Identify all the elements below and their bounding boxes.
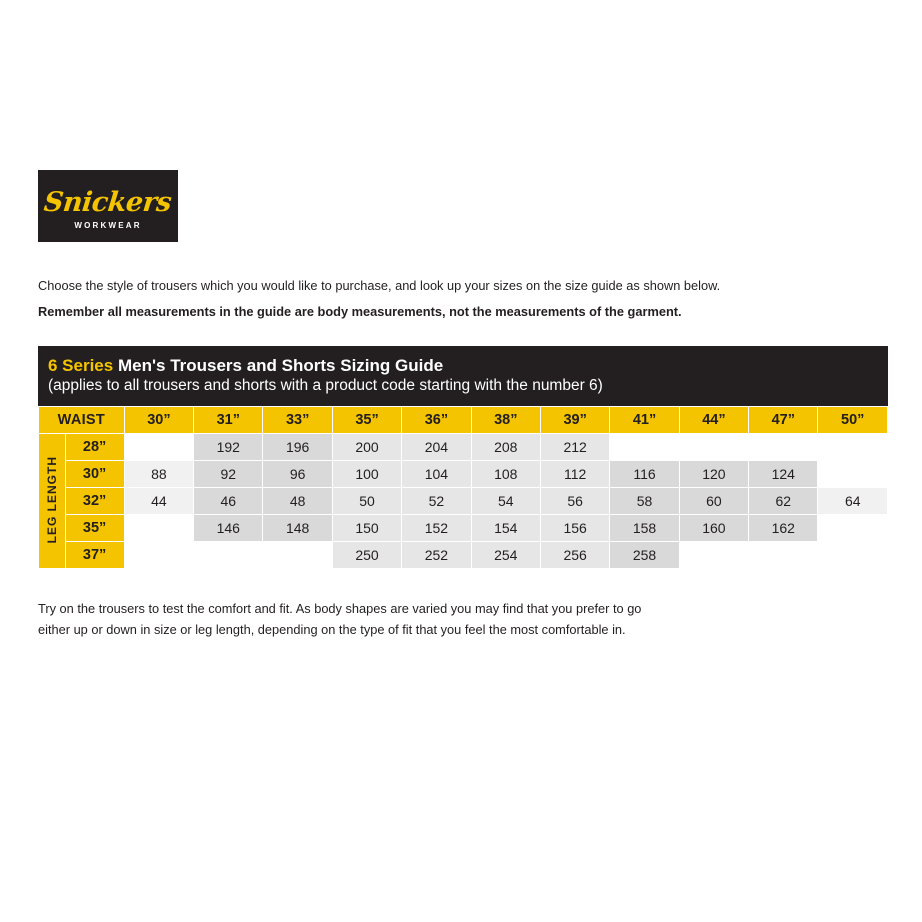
leg-length-legend	[39, 434, 66, 569]
waist-size-10: 50”	[818, 407, 888, 434]
cell-2-9: 62	[749, 488, 818, 515]
cell-4-6: 256	[540, 542, 609, 569]
intro-line-1: Choose the style of trousers which you would like to purchase, and look up your sizes on the size guide as shown below.	[38, 278, 721, 293]
waist-header-label: WAIST	[39, 407, 125, 434]
leg-size-4: 37”	[65, 542, 124, 569]
cell-1-5: 108	[471, 461, 540, 488]
table-row	[39, 542, 888, 569]
cell-1-9: 124	[749, 461, 818, 488]
waist-size-2: 33”	[263, 407, 332, 434]
cell-4-3: 250	[332, 542, 401, 569]
cell-2-7: 58	[610, 488, 679, 515]
cell-4-2	[263, 542, 332, 569]
table-row	[39, 515, 888, 542]
cell-2-6: 56	[540, 488, 609, 515]
footnote-line-1: Try on the trousers to test the comfort and fit. As body shapes are varied you may find that you prefer to go	[38, 601, 642, 617]
sizing-guide-table-block	[38, 346, 888, 569]
cell-3-6: 156	[540, 515, 609, 542]
cell-1-1: 92	[194, 461, 263, 488]
leg-size-3: 35”	[65, 515, 124, 542]
cell-4-10	[818, 542, 888, 569]
cell-1-8: 120	[679, 461, 748, 488]
cell-3-7: 158	[610, 515, 679, 542]
waist-size-0: 30”	[124, 407, 193, 434]
cell-2-8: 60	[679, 488, 748, 515]
cell-4-1	[194, 542, 263, 569]
cell-2-3: 50	[332, 488, 401, 515]
sizing-guide-title-line	[48, 355, 878, 376]
cell-0-10	[818, 434, 888, 461]
leg-size-0: 28”	[65, 434, 124, 461]
cell-2-10: 64	[818, 488, 888, 515]
intro-paragraph	[38, 276, 888, 322]
cell-3-0	[124, 515, 193, 542]
cell-4-4: 252	[402, 542, 471, 569]
cell-2-2: 48	[263, 488, 332, 515]
sizing-table	[38, 406, 888, 569]
cell-4-7: 258	[610, 542, 679, 569]
cell-0-7	[610, 434, 679, 461]
waist-size-3: 35”	[332, 407, 401, 434]
cell-4-9	[749, 542, 818, 569]
leg-size-1: 30”	[65, 461, 124, 488]
series-label: 6 Series	[48, 355, 114, 375]
table-row	[39, 434, 888, 461]
sizing-guide-subtitle: (applies to all trousers and shorts with a product code starting with the number 6)	[48, 376, 603, 394]
cell-3-1: 146	[194, 515, 263, 542]
cell-4-0	[124, 542, 193, 569]
cell-1-10	[818, 461, 888, 488]
cell-0-4: 204	[402, 434, 471, 461]
cell-3-3: 150	[332, 515, 401, 542]
cell-0-2: 196	[263, 434, 332, 461]
cell-4-8	[679, 542, 748, 569]
logo-tagline-text: WORKWEAR	[74, 220, 142, 230]
cell-0-9	[749, 434, 818, 461]
cell-1-4: 104	[402, 461, 471, 488]
waist-size-7: 41”	[610, 407, 679, 434]
intro-line-2: Remember all measurements in the guide are body measurements, not the measurements of the garment.	[38, 303, 682, 319]
footnote-line-2: either up or down in size or leg length, depending on the type of fit that you feel the most comfortable in.	[38, 621, 626, 637]
cell-3-9: 162	[749, 515, 818, 542]
waist-size-8: 44”	[679, 407, 748, 434]
leg-length-legend-text: LEG LENGTH	[44, 455, 59, 544]
footnote-paragraph	[38, 599, 798, 640]
leg-size-2: 32”	[65, 488, 124, 515]
cell-3-8: 160	[679, 515, 748, 542]
waist-size-4: 36”	[402, 407, 471, 434]
cell-3-5: 154	[471, 515, 540, 542]
snickers-logo	[38, 170, 178, 242]
cell-1-0: 88	[124, 461, 193, 488]
cell-1-7: 116	[610, 461, 679, 488]
cell-2-1: 46	[194, 488, 263, 515]
cell-0-1: 192	[194, 434, 263, 461]
cell-0-6: 212	[540, 434, 609, 461]
table-row	[39, 488, 888, 515]
table-header-row	[39, 407, 888, 434]
cell-4-5: 254	[471, 542, 540, 569]
cell-0-8	[679, 434, 748, 461]
cell-0-0	[124, 434, 193, 461]
logo-brand-text: Snickers	[42, 186, 174, 218]
cell-3-2: 148	[263, 515, 332, 542]
cell-2-0: 44	[124, 488, 193, 515]
waist-size-9: 47”	[749, 407, 818, 434]
cell-3-4: 152	[402, 515, 471, 542]
cell-3-10	[818, 515, 888, 542]
document-content	[38, 170, 888, 640]
cell-1-3: 100	[332, 461, 401, 488]
cell-0-5: 208	[471, 434, 540, 461]
sizing-guide-title: Men's Trousers and Shorts Sizing Guide	[117, 355, 444, 375]
cell-0-3: 200	[332, 434, 401, 461]
table-row	[39, 461, 888, 488]
cell-2-5: 54	[471, 488, 540, 515]
waist-size-5: 38”	[471, 407, 540, 434]
sizing-guide-header	[38, 346, 888, 406]
cell-2-4: 52	[402, 488, 471, 515]
waist-size-1: 31”	[194, 407, 263, 434]
cell-1-2: 96	[263, 461, 332, 488]
waist-size-6: 39”	[540, 407, 609, 434]
cell-1-6: 112	[540, 461, 609, 488]
